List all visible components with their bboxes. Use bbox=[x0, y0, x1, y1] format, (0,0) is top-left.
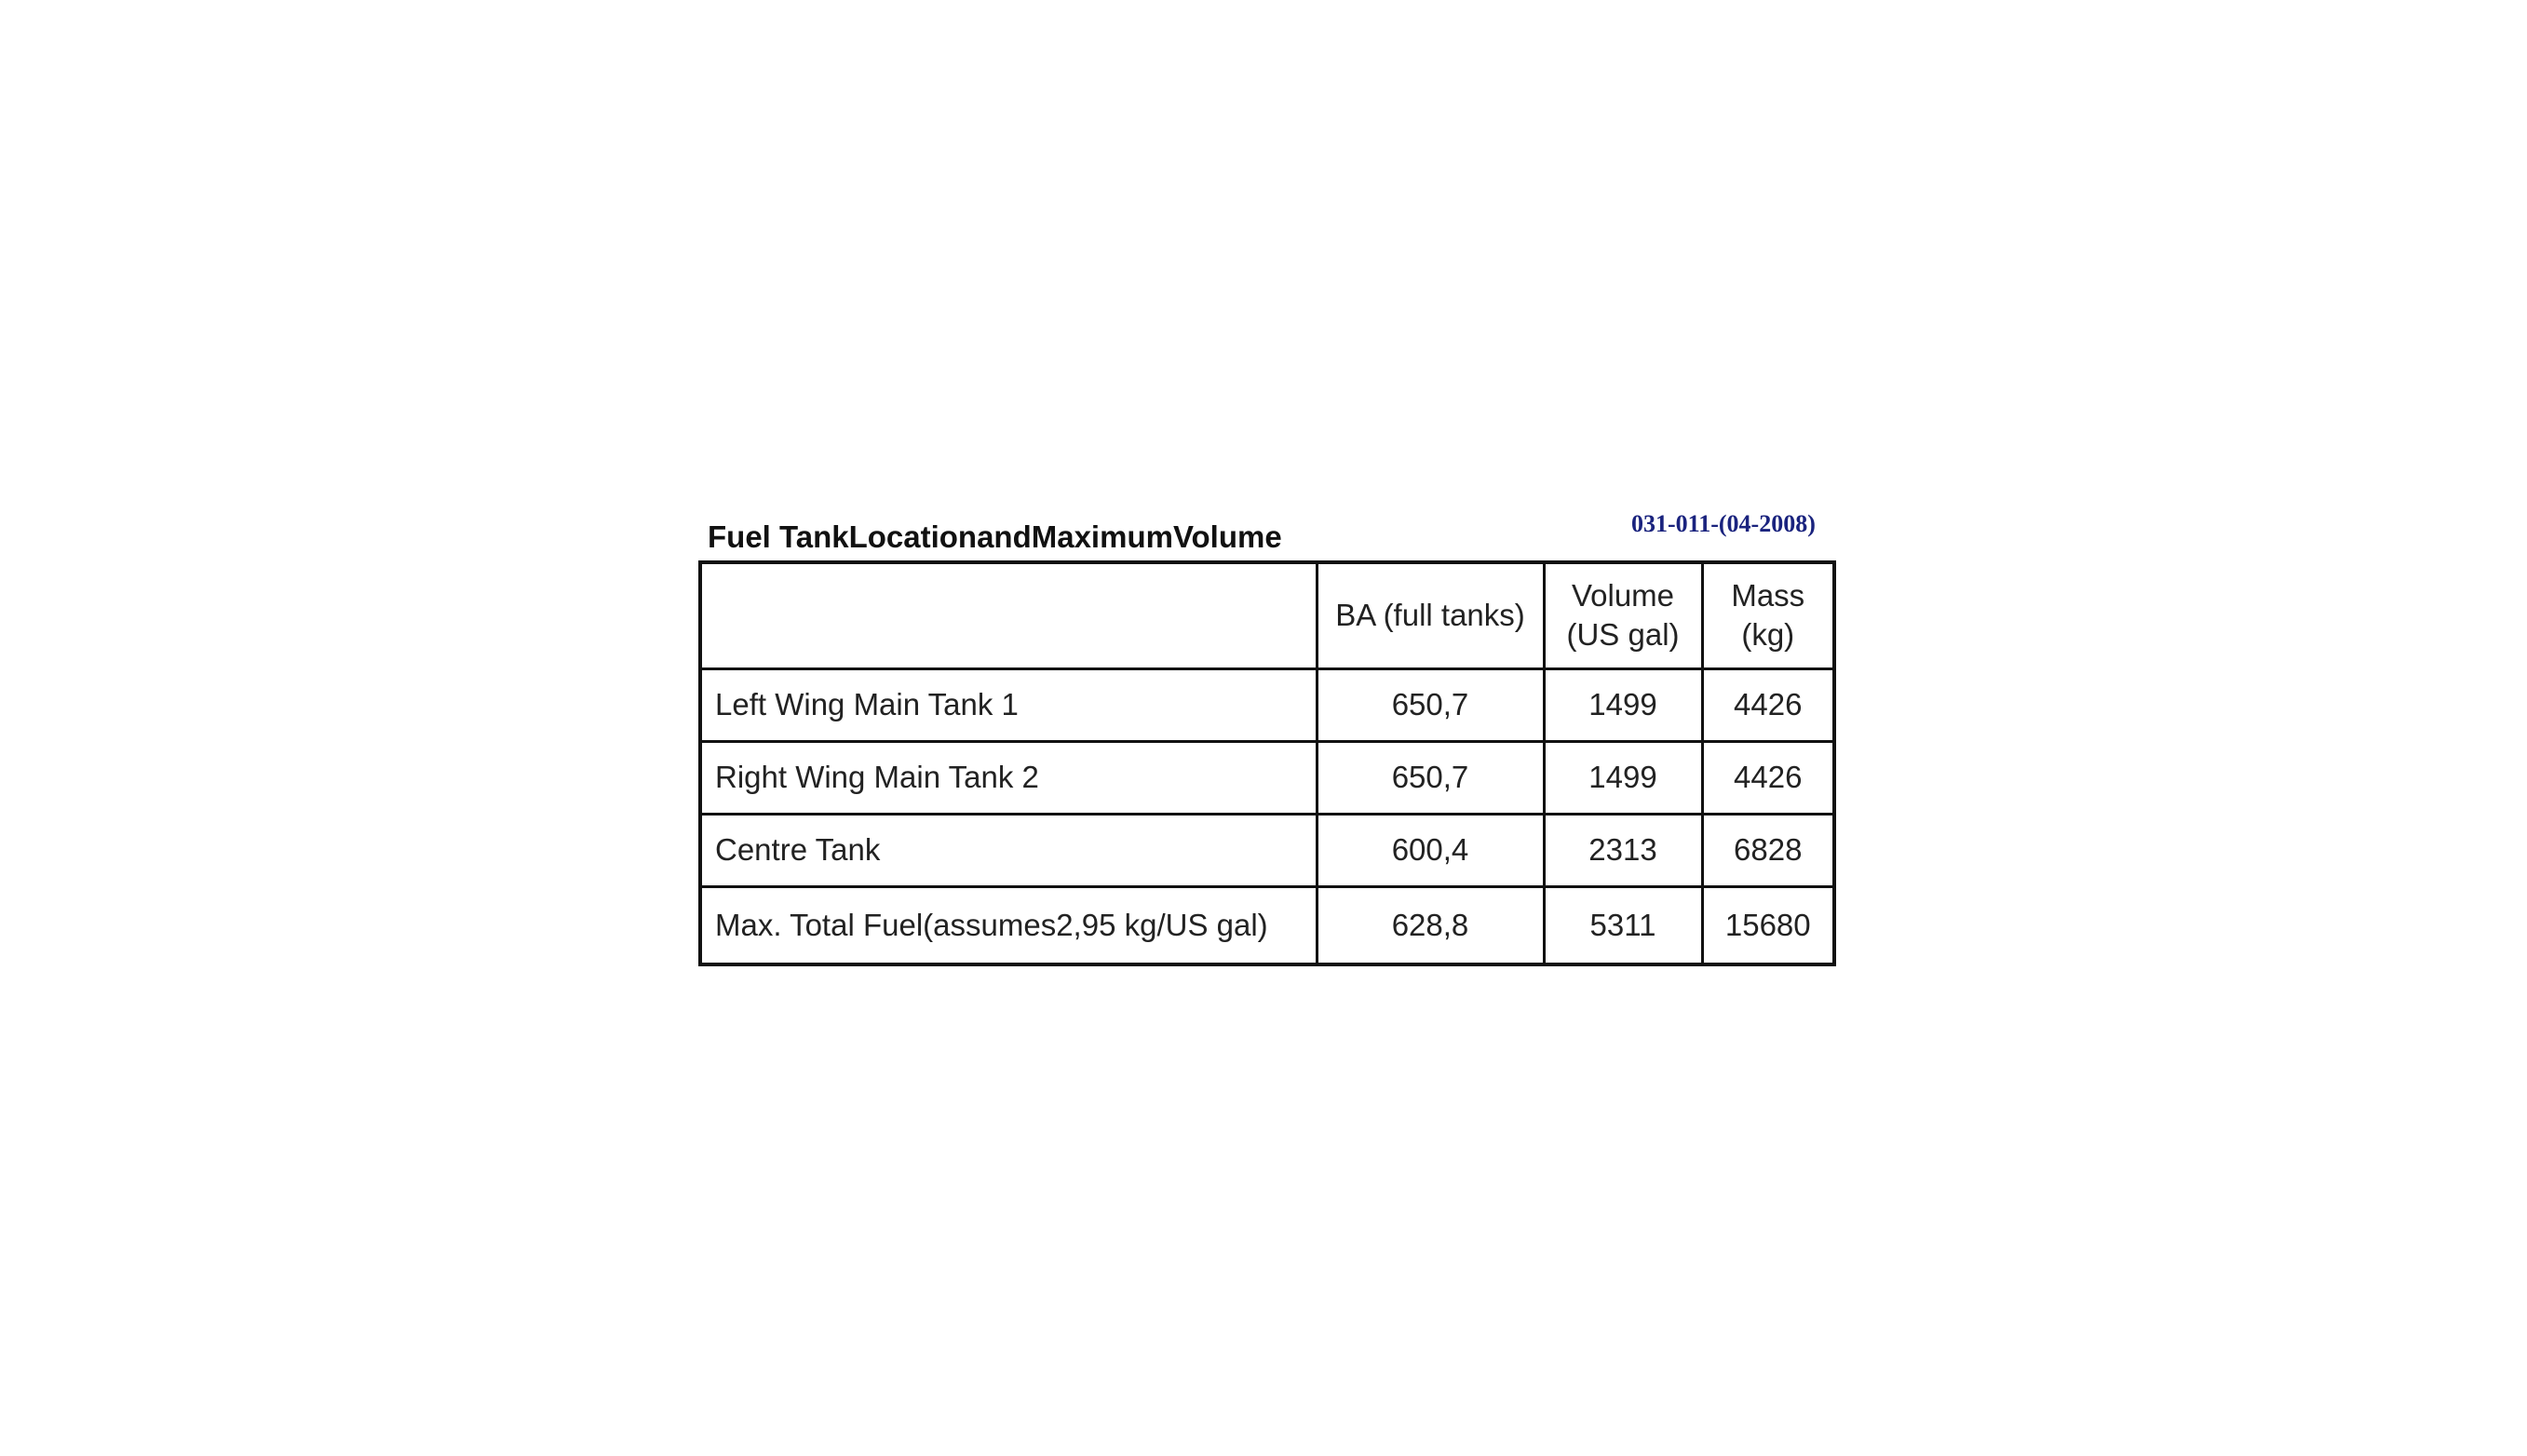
row-ba-value: 600,4 bbox=[1317, 814, 1544, 886]
header-mass-line2: (kg) bbox=[1741, 617, 1795, 653]
row-label: Right Wing Main Tank 2 bbox=[700, 741, 1317, 814]
table-row bbox=[700, 814, 1834, 886]
row-ba-value: 628,8 bbox=[1317, 886, 1544, 964]
fuel-tank-table bbox=[698, 560, 1836, 966]
row-label: Max. Total Fuel(assumes2,95 kg/US gal) bbox=[700, 886, 1317, 964]
row-label: Centre Tank bbox=[700, 814, 1317, 886]
header-volume-line2: (US gal) bbox=[1566, 617, 1680, 653]
row-mass-value: 4426 bbox=[1702, 741, 1834, 814]
row-volume-value: 1499 bbox=[1544, 741, 1702, 814]
row-volume-value: 2313 bbox=[1544, 814, 1702, 886]
table-header-row bbox=[700, 562, 1834, 668]
row-ba-value: 650,7 bbox=[1317, 668, 1544, 741]
header-mass bbox=[1702, 562, 1834, 668]
table-row bbox=[700, 668, 1834, 741]
row-mass-value: 15680 bbox=[1702, 886, 1834, 964]
header-empty-cell bbox=[700, 562, 1317, 668]
row-mass-value: 6828 bbox=[1702, 814, 1834, 886]
row-volume-value: 5311 bbox=[1544, 886, 1702, 964]
header-volume-line1: Volume bbox=[1571, 578, 1675, 613]
row-label: Left Wing Main Tank 1 bbox=[700, 668, 1317, 741]
header-ba-line1: BA (full tanks) bbox=[1335, 598, 1525, 633]
row-volume-value: 1499 bbox=[1544, 668, 1702, 741]
table-title: Fuel TankLocationandMaximumVolume bbox=[708, 519, 1282, 554]
header-volume bbox=[1544, 562, 1702, 668]
row-ba-value: 650,7 bbox=[1317, 741, 1544, 814]
table-row bbox=[700, 741, 1834, 814]
header-mass-line1: Mass bbox=[1731, 578, 1805, 613]
reference-code: 031-011-(04-2008) bbox=[1631, 510, 1816, 537]
header-ba-full-tanks bbox=[1317, 562, 1544, 668]
row-mass-value: 4426 bbox=[1702, 668, 1834, 741]
table-row-total bbox=[700, 886, 1834, 964]
